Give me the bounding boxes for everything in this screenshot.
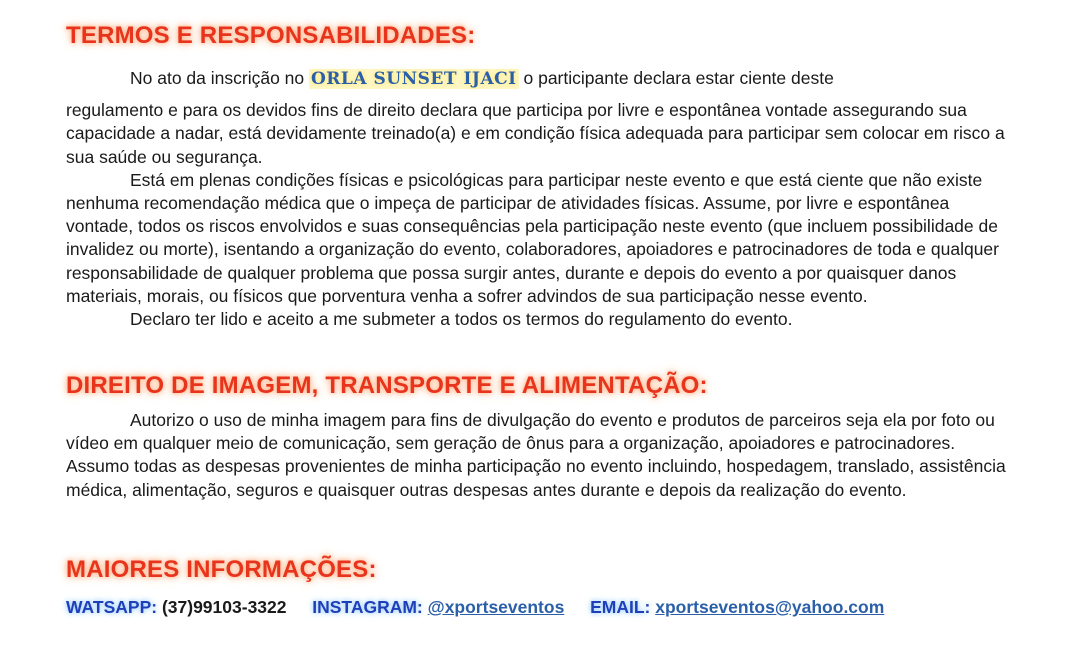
whatsapp-label: WATSAPP: (66, 597, 158, 617)
terms-intro-line (66, 67, 1016, 91)
email-link[interactable]: xportseventos@yahoo.com (655, 597, 885, 617)
terms-paragraph-1: regulamento e para os devidos fins de direito declara que participa por livre e espontânea vontade assegurando sua capacidade a nadar, está devidamente treinado(a) e em condição física adequada para participar sem colocar em risco a sua saúde ou segurança. (66, 100, 1005, 167)
terms-heading: TERMOS E RESPONSABILIDADES: (66, 22, 476, 49)
event-brand-name: ORLA SUNSET IJACI (311, 69, 517, 89)
contact-line (66, 597, 884, 618)
terms-paragraph-2: Está em plenas condições físicas e psicológicas para participar neste evento e que está ciente que não existe nenhuma recomendação médica que o impeça de participar de atividades físicas. Assume, por livre e espontânea vontade, todos os riscos envolvidos e suas consequências pela participação neste evento (que incluem possibilidade de invalidez ou morte), isentando a organização do evento, colaboradores, apoiadores e patrocinadores de toda e qualquer responsabilidade de qualquer problema que possa surgir antes, durante e depois do evento a por quaisquer danos materiais, morais, ou físicos que porventura venha a sofrer advindos de sua participação nesse evento. (66, 169, 999, 306)
instagram-link[interactable]: @xportseventos (427, 597, 565, 617)
email-label: EMAIL: (590, 597, 651, 617)
terms-intro-before: No ato da inscrição no (130, 68, 309, 88)
terms-paragraph-3: Declaro ter lido e aceito a me submeter a todos os termos do regulamento do evento. (130, 309, 793, 330)
image-rights-body (66, 409, 1016, 502)
image-rights-heading: DIREITO DE IMAGEM, TRANSPORTE E ALIMENTAÇÃO: (66, 372, 708, 399)
info-heading: MAIORES INFORMAÇÕES: (66, 556, 377, 583)
whatsapp-number: (37)99103-3322 (161, 597, 287, 617)
terms-intro-after: o participante declara estar ciente deste (518, 68, 834, 88)
image-rights-paragraph: Autorizo o uso de minha imagem para fins de divulgação do evento e produtos de parceiros seja ela por foto ou vídeo em qualquer meio de comunicação, sem geração de ônus para a organização, apoiadores e patrocinadores. Assumo todas as despesas provenientes de minha participação no evento incluindo, hospedagem, translado, assistência médica, alimentação, seguros e quaisquer outras despesas antes durante e depois da realização do evento. (66, 410, 1006, 500)
terms-body (66, 67, 1016, 331)
instagram-label: INSTAGRAM: (312, 597, 423, 617)
